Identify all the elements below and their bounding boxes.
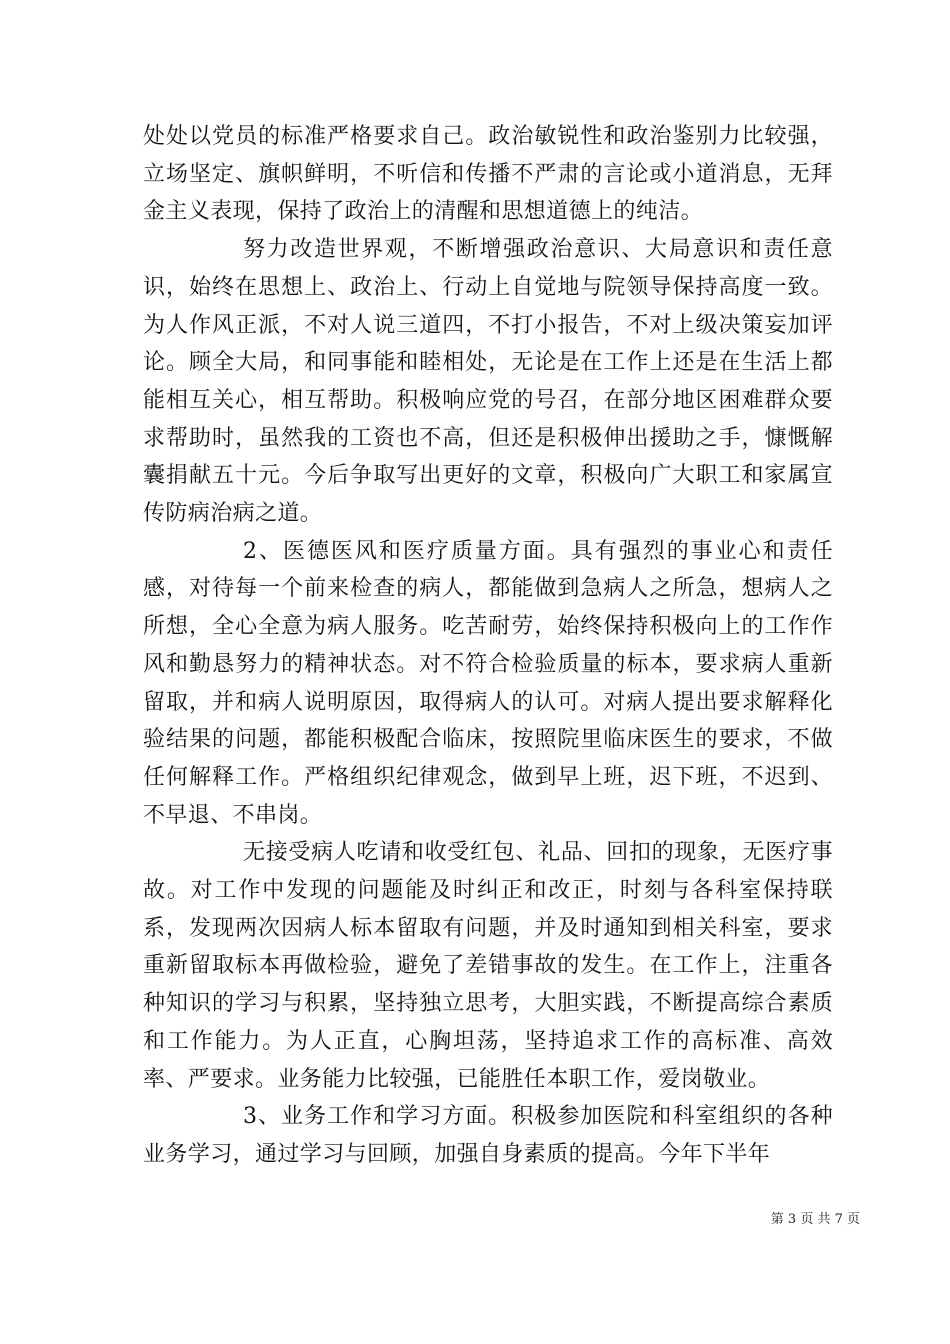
paragraph-1: 处处以党员的标准严格要求自己。政治敏锐性和政治鉴别力比较强，立场坚定、旗帜鲜明，不听信和传播不严肃的言论或小道消息，无拜金主义表现，保持了政治上的清醒和思想道德上的纯洁。 (143, 124, 833, 225)
document-body (143, 118, 833, 1174)
page-number-footer: 第 3 页 共 7 页 (770, 1212, 860, 1227)
paragraph-3: 2、医德医风和医疗质量方面。具有强烈的事业心和责任感，对待每一个前来检查的病人，都能做到急病人之所急，想病人之所想，全心全意为病人服务。吃苦耐劳，始终保持积极向上的工作作风和勤恳努力的精神状态。对不符合检验质量的标本，要求病人重新留取，并和病人说明原因，取得病人的认可。对病人提出要求解释化验结果的问题，都能积极配合临床，按照院里临床医生的要求，不做任何解释工作。严格组织纪律观念，做到早上班，迟下班，不迟到、不早退、不串岗。 (143, 538, 833, 828)
paragraph-2: 努力改造世界观，不断增强政治意识、大局意识和责任意识，始终在思想上、政治上、行动上自觉地与院领导保持高度一致。为人作风正派，不对人说三道四，不打小报告，不对上级决策妄加评论。顾全大局，和同事能和睦相处，无论是在工作上还是在生活上都能相互关心，相互帮助。积极响应党的号召，在部分地区困难群众要求帮助时，虽然我的工资也不高，但还是积极伸出援助之手，慷慨解囊捐献五十元。今后争取写出更好的文章，积极向广大职工和家属宣传防病治病之道。 (143, 237, 833, 527)
paragraph-4: 无接受病人吃请和收受红包、礼品、回扣的现象，无医疗事故。对工作中发现的问题能及时纠正和改正，时刻与各科室保持联系，发现两次因病人标本留取有问题，并及时通知到相关科室，要求重新留取标本再做检验，避免了差错事故的发生。在工作上，注重各种知识的学习与积累，坚持独立思考，大胆实践，不断提高综合素质和工作能力。为人正直，心胸坦荡，坚持追求工作的高标准、高效率、严要求。业务能力比较强，已能胜任本职工作，爱岗敬业。 (143, 840, 833, 1092)
paragraph-5: 3、业务工作和学习方面。积极参加医院和科室组织的各种业务学习，通过学习与回顾，加强自身素质的提高。今年下半年 (143, 1104, 833, 1167)
